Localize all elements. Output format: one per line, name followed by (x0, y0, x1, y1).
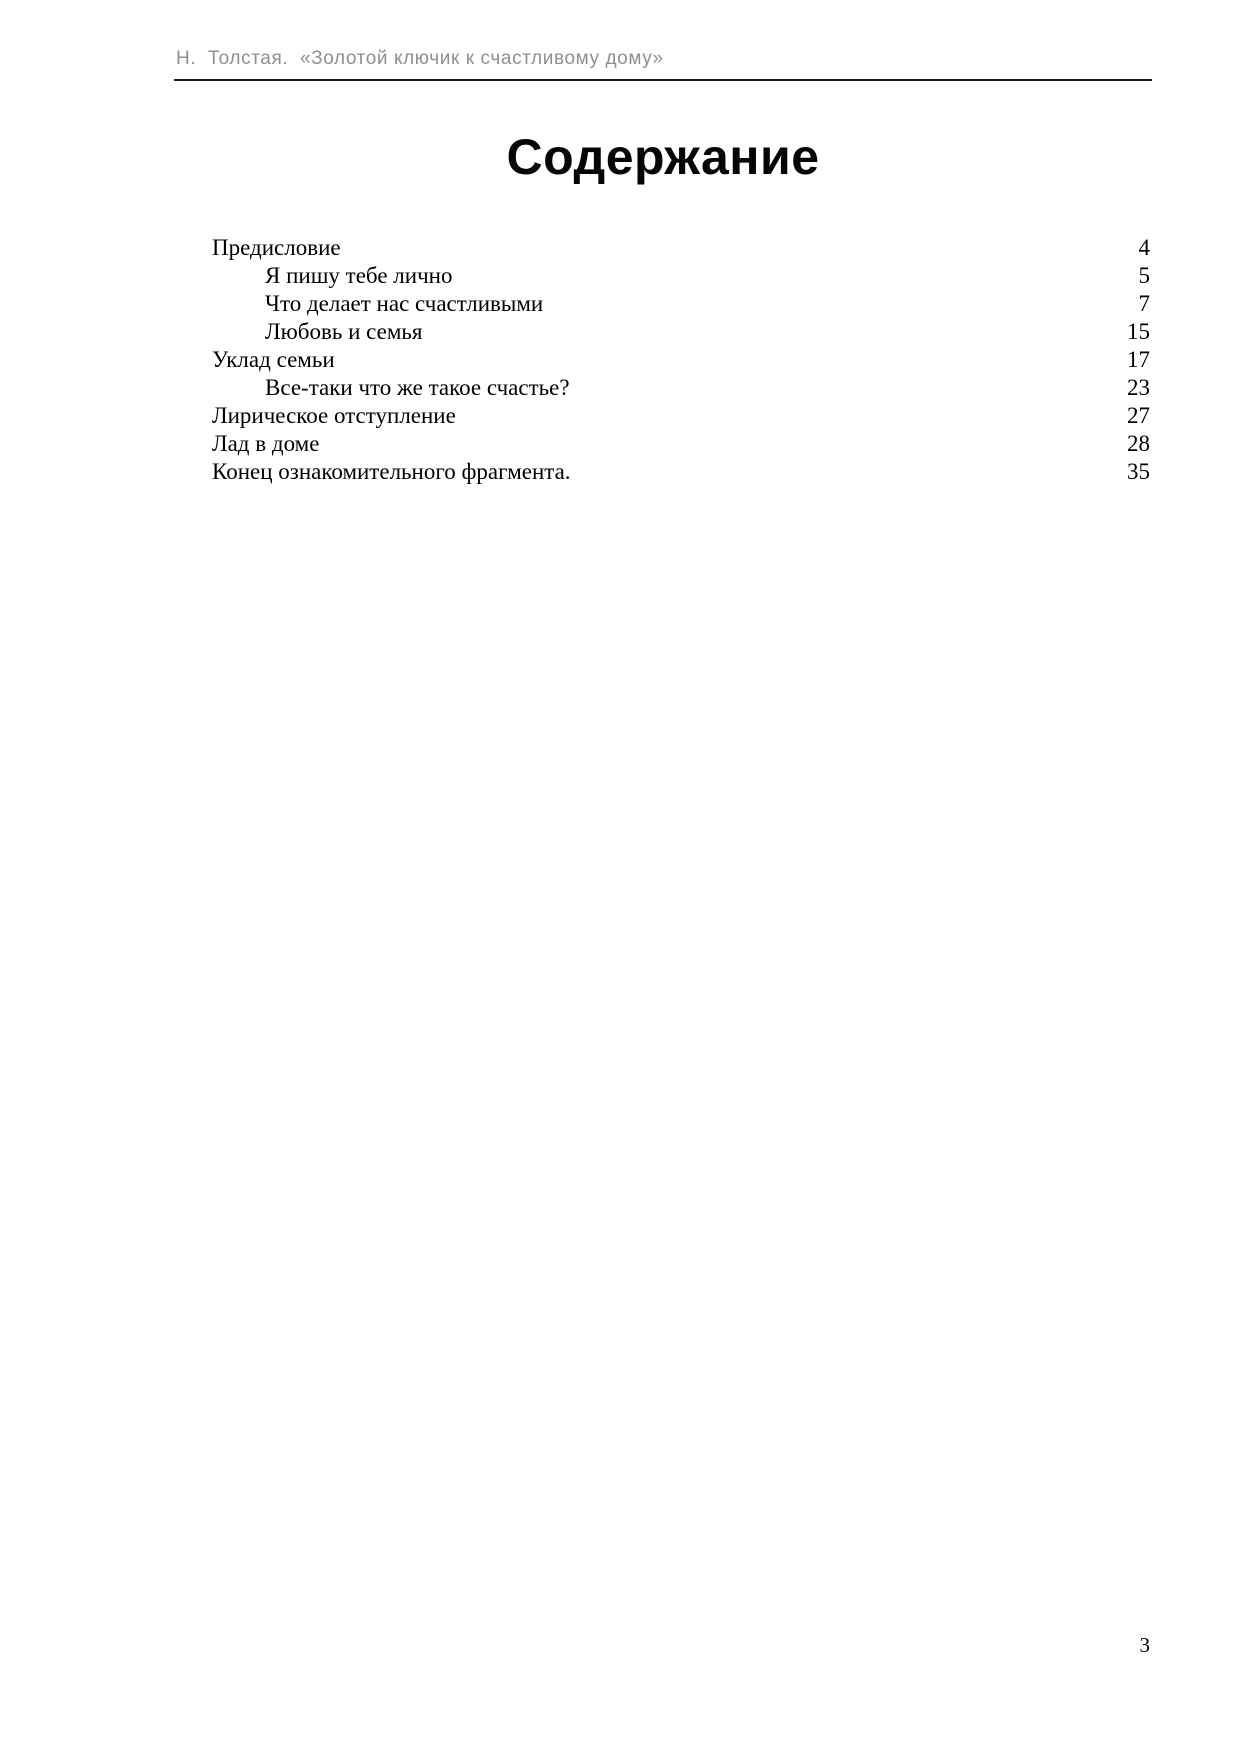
toc-entry-label: Предисловие (212, 235, 341, 260)
header-rule (174, 79, 1152, 81)
toc-entry (212, 318, 1150, 346)
toc-entry-page: 23 (1127, 375, 1150, 400)
toc-entry-label: Я пишу тебе лично (265, 263, 453, 288)
toc-entry-page: 27 (1127, 403, 1150, 428)
toc-entry-label: Все-таки что же такое счастье? (265, 375, 570, 400)
toc-entry-label: Любовь и семья (265, 319, 423, 344)
toc-entry-page: 28 (1127, 431, 1150, 456)
toc-entry-page: 7 (1138, 291, 1150, 316)
toc-entry (212, 262, 1150, 290)
toc-entry-page: 35 (1127, 459, 1150, 484)
toc-entry-label: Что делает нас счастливыми (265, 291, 544, 316)
toc-entry-label: Конец ознакомительного фрагмента. (212, 459, 571, 484)
toc-entry-page: 4 (1138, 235, 1150, 260)
folio-page-number: 3 (1139, 1633, 1150, 1657)
toc-entry-page: 5 (1138, 263, 1150, 288)
toc-entry (212, 290, 1150, 318)
toc-entry (212, 430, 1150, 458)
page-title: Содержание (506, 129, 820, 185)
toc-entry-label: Уклад семьи (212, 347, 335, 372)
toc-entry (212, 374, 1150, 402)
running-header: Н. Толстая. «Золотой ключик к счастливому дому» (176, 48, 664, 69)
toc-entry (212, 234, 1150, 262)
toc-entry-page: 15 (1127, 319, 1150, 344)
toc-entry-label: Лад в доме (212, 431, 320, 456)
table-of-contents (212, 234, 1150, 486)
toc-entry (212, 402, 1150, 430)
toc-entry-page: 17 (1127, 347, 1150, 372)
toc-entry (212, 458, 1150, 486)
toc-entry (212, 346, 1150, 374)
toc-entry-label: Лирическое отступление (212, 403, 456, 428)
